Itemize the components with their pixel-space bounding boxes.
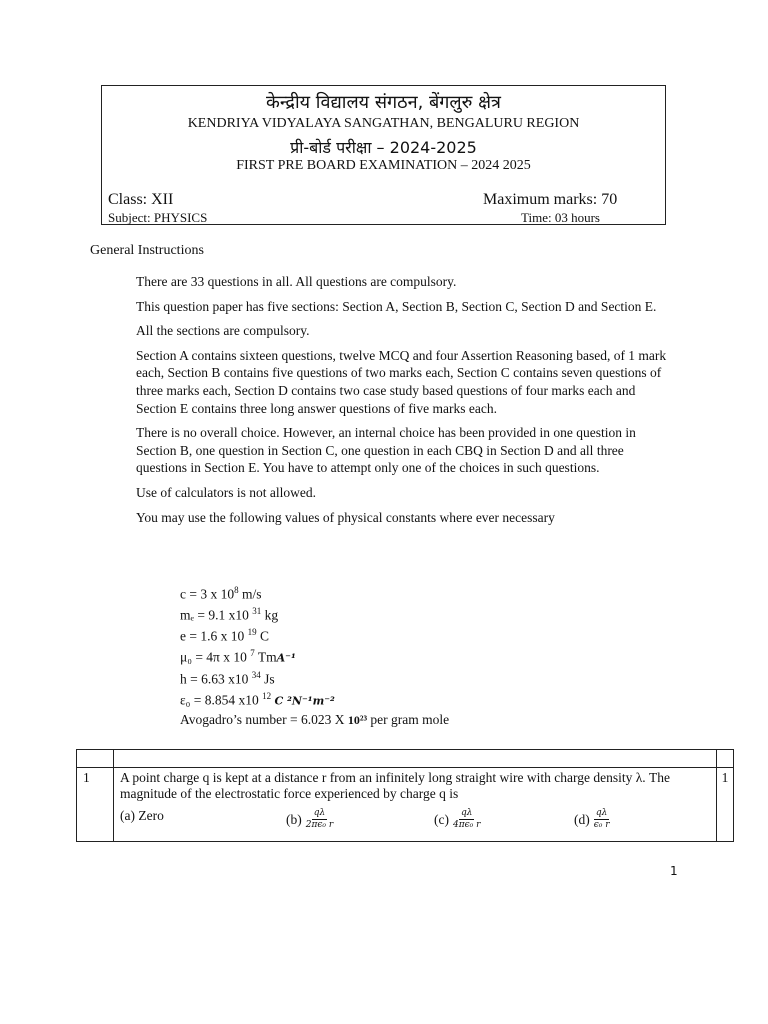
table-row [77, 768, 734, 842]
header-cell [77, 750, 114, 768]
instruction-item: All the sections are compulsory. [136, 323, 310, 339]
instruction-item: Section A contains sixteen questions, twelve MCQ and four Assertion Reasoning based, of 1 mark each, Section B contains five questions of two marks each, Section C contains seven questions of three marks each, Section D contains two case study based questions of four marks each and Section E contains three long answer questions of five marks each. [136, 347, 667, 416]
table-header-row [77, 750, 734, 768]
question-table [76, 749, 734, 842]
english-organization-title: KENDRIYA VIDYALAYA SANGATHAN, BENGALURU REGION [187, 116, 580, 131]
question-body [114, 768, 717, 842]
fraction: $\frac{q\lambda}{\text{4πϵ₀ r}}$ [452, 808, 481, 830]
option-d: (d) $\frac{q\lambda}{\text{ϵ₀ r}}$ [574, 808, 610, 830]
option-a: (a) Zero [120, 808, 164, 823]
constant-permeability: μ₀ = 4π x 10 $^7$ TmA⁻¹ [180, 648, 296, 665]
constant-planck: h = 6.63 x10 $^{34}$ Js [180, 670, 275, 687]
question-number: 1 [77, 768, 114, 842]
option-b: (b) $\frac{q\lambda}{\text{2πϵ₀ r}}$ [286, 808, 334, 830]
fraction: $\frac{q\lambda}{\text{2πϵ₀ r}}$ [305, 808, 334, 830]
page-number: 1 [670, 864, 678, 878]
constant-electron-charge: e = 1.6 x 10 $^{19}$ C [180, 627, 269, 644]
english-exam-title: FIRST PRE BOARD EXAMINATION – 2024 2025 [236, 158, 531, 173]
subject-label: Subject: PHYSICS [108, 210, 208, 225]
question-text: A point charge q is kept at a distance r from an infinitely long straight wire with charge density λ. The magnitude of the electrostatic force experienced by charge q is [120, 770, 671, 801]
class-label: Class: XII [108, 191, 174, 208]
question-marks: 1 [717, 768, 734, 842]
instruction-item: There are 33 questions in all. All questions are compulsory. [136, 274, 457, 289]
instruction-item: Use of calculators is not allowed. [136, 484, 316, 500]
instruction-item: There is no overall choice. However, an internal choice has been provided in one question in Section B, one question in Section C, one question in each CBQ in Section D and all three questions in Section E. You have to attempt only one of the choices in such questions. [136, 425, 636, 476]
instruction-item: You may use the following values of physical constants where ever necessary [136, 509, 555, 525]
constant-avogadro: Avogadro’s number = 6.023 X 10²³ per gram mole [180, 711, 450, 727]
fraction: $\frac{q\lambda}{\text{ϵ₀ r}}$ [593, 808, 610, 830]
constant-permittivity: ε₀ = 8.854 x10 $^{12}$ C ²N⁻¹m⁻² [180, 691, 335, 708]
instruction-item: This question paper has five sections: Section A, Section B, Section C, Section D and Section E. [136, 298, 657, 314]
exam-header-box [101, 85, 666, 225]
instructions-list [136, 273, 676, 533]
physical-constants-list [180, 582, 449, 729]
question-options [114, 806, 716, 840]
time-label: Time: 03 hours [521, 210, 600, 225]
hindi-exam-title: प्री-बोर्ड परीक्षा – 2024-2025 [290, 138, 477, 157]
hindi-organization-title: केन्द्रीय विद्यालय संगठन, बेंगलुरु क्षेत्र [266, 92, 501, 113]
constant-speed-of-light: c = 3 x $10^8$ m/s [180, 585, 262, 602]
general-instructions-title: General Instructions [90, 243, 204, 258]
option-c: (c) $\frac{q\lambda}{\text{4πϵ₀ r}}$ [434, 808, 481, 830]
header-cell [114, 750, 717, 768]
header-cell [717, 750, 734, 768]
maximum-marks-label: Maximum marks: 70 [483, 191, 618, 208]
constant-electron-mass: mₑ = 9.1 x10 $^{31}$ kg [180, 606, 279, 623]
